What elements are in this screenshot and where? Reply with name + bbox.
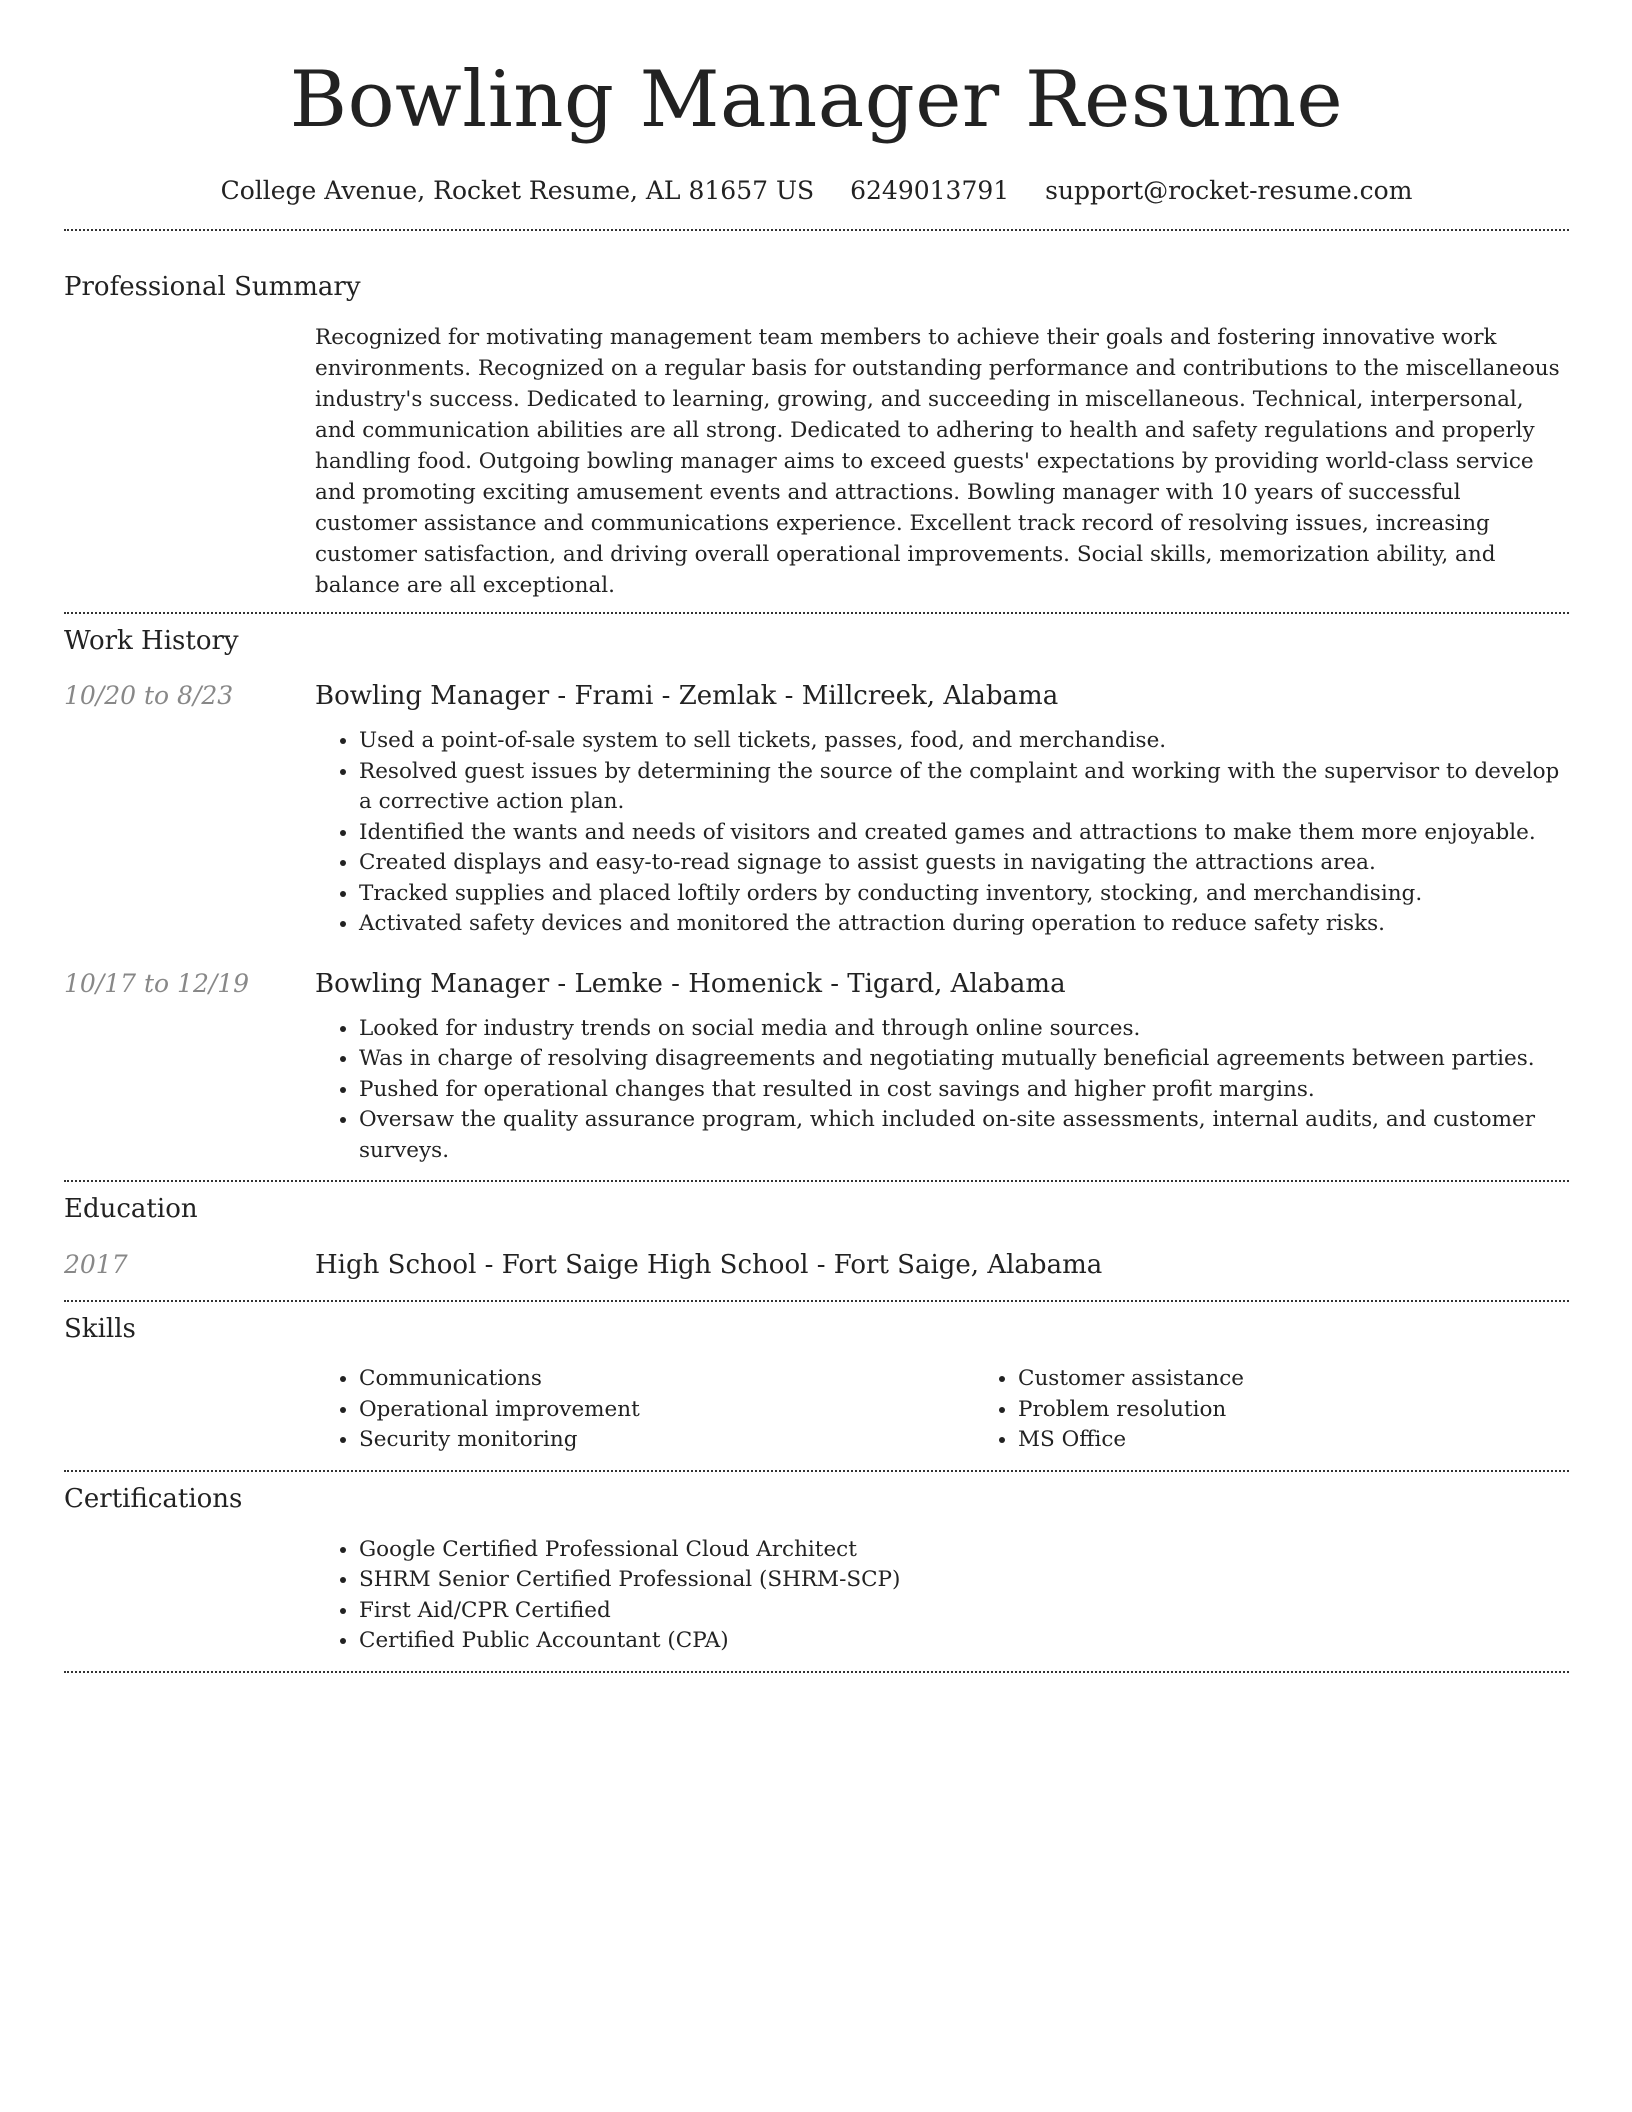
job-title: Bowling Manager bbox=[315, 681, 550, 711]
divider bbox=[64, 1671, 1569, 1673]
section-heading-summary: Professional Summary bbox=[64, 272, 361, 302]
list-item: • Looked for industry trends on social media and through online sources. bbox=[359, 1014, 1569, 1045]
resume-title: Bowling Manager Resume bbox=[289, 55, 1344, 145]
job-heading bbox=[315, 679, 1569, 713]
list-item: • First Aid/CPR Certified bbox=[359, 1596, 1569, 1627]
list-item: • Customer assistance bbox=[1018, 1364, 1632, 1395]
summary-text: Recognized for motivating management team members to achieve their goals and fostering innovative work environments. Recognized on a regular basis for outstanding performance and contributions to the miscellaneous industry's success. Dedicated to learning, growing, and succeeding in miscellaneous. Technical, interpersonal, and communication abilities are all strong. Dedicated to adhering to health and safety regulations and properly handling food. Outgoing bowling manager aims to exceed guests' expectations by providing world-class service and promoting exciting amusement events and attractions. Bowling manager with 10 years of successful customer assistance and communications experience. Excellent track record of resolving issues, increasing customer satisfaction, and driving overall operational improvements. Social skills, memorization ability, and balance are all exceptional. bbox=[315, 325, 1560, 598]
job-dates: 10/20 to 8/23 bbox=[64, 681, 234, 710]
list-item: • Was in charge of resolving disagreements and negotiating mutually beneficial agreements between parties. bbox=[359, 1044, 1569, 1075]
section-heading-skills: Skills bbox=[64, 1314, 136, 1344]
divider bbox=[64, 1470, 1569, 1472]
education-heading bbox=[315, 1248, 1569, 1282]
list-item: • Certified Public Accountant (CPA) bbox=[359, 1626, 1569, 1657]
list-item: • Activated safety devices and monitored the attraction during operation to reduce safety risks. bbox=[359, 909, 1569, 940]
job-bullets bbox=[315, 1014, 1569, 1167]
divider bbox=[64, 1300, 1569, 1302]
summary-row bbox=[64, 322, 1569, 601]
list-item: • Security monitoring bbox=[359, 1425, 974, 1456]
job-entry bbox=[64, 679, 1569, 940]
list-item: • SHRM Senior Certified Professional (SHRM-SCP) bbox=[359, 1565, 1569, 1596]
list-item: • Operational improvement bbox=[359, 1395, 974, 1426]
list-item: • Communications bbox=[359, 1364, 974, 1395]
job-title: Bowling Manager bbox=[315, 968, 550, 999]
list-item: • Resolved guest issues by determining the source of the complaint and working with the supervisor to develop a corrective action plan. bbox=[359, 757, 1569, 818]
contact-line bbox=[64, 174, 1569, 208]
certifications-row bbox=[64, 1535, 1569, 1657]
list-item: • Problem resolution bbox=[1018, 1395, 1632, 1426]
job-bullets bbox=[315, 726, 1569, 940]
job-company: - Lemke - Homenick - Tigard, Alabama bbox=[549, 968, 1066, 999]
list-item: • Identified the wants and needs of visitors and created games and attractions to make them more enjoyable. bbox=[359, 818, 1569, 849]
contact-address: College Avenue, Rocket Resume, AL 81657 US bbox=[220, 176, 815, 205]
divider bbox=[64, 1180, 1569, 1182]
job-heading bbox=[315, 967, 1569, 1001]
contact-phone: 6249013791 bbox=[850, 176, 1010, 205]
job-entry bbox=[64, 967, 1569, 1167]
certifications-list bbox=[315, 1535, 1569, 1657]
list-item: • Google Certified Professional Cloud Architect bbox=[359, 1535, 1569, 1566]
section-heading-certifications: Certifications bbox=[64, 1483, 243, 1514]
list-item: • Used a point-of-sale system to sell tickets, passes, food, and merchandise. bbox=[359, 726, 1569, 757]
divider bbox=[64, 229, 1569, 231]
list-item: • Oversaw the quality assurance program, which included on-site assessments, internal audits, and customer surveys. bbox=[359, 1105, 1569, 1166]
list-item: • Created displays and easy-to-read signage to assist guests in navigating the attractions area. bbox=[359, 848, 1569, 879]
list-item: • Pushed for operational changes that resulted in cost savings and higher profit margins. bbox=[359, 1075, 1569, 1106]
section-heading-work: Work History bbox=[64, 626, 239, 656]
education-degree: High School bbox=[315, 1250, 477, 1280]
job-dates: 10/17 to 12/19 bbox=[64, 968, 250, 998]
skills-row bbox=[64, 1364, 1569, 1456]
skills-list-left bbox=[315, 1364, 974, 1456]
list-item: • Tracked supplies and placed loftily orders by conducting inventory, stocking, and merchandising. bbox=[359, 879, 1569, 910]
job-company: - Frami - Zemlak - Millcreek, Alabama bbox=[549, 681, 1059, 711]
divider bbox=[64, 612, 1569, 614]
education-entry bbox=[64, 1248, 1569, 1282]
contact-email: support@rocket-resume.com bbox=[1045, 176, 1413, 205]
skills-list-right bbox=[974, 1364, 1632, 1456]
education-year: 2017 bbox=[64, 1250, 128, 1279]
education-school: - Fort Saige High School - Fort Saige, Alabama bbox=[476, 1250, 1103, 1280]
section-heading-education: Education bbox=[64, 1194, 198, 1224]
list-item: • MS Office bbox=[1018, 1425, 1632, 1456]
